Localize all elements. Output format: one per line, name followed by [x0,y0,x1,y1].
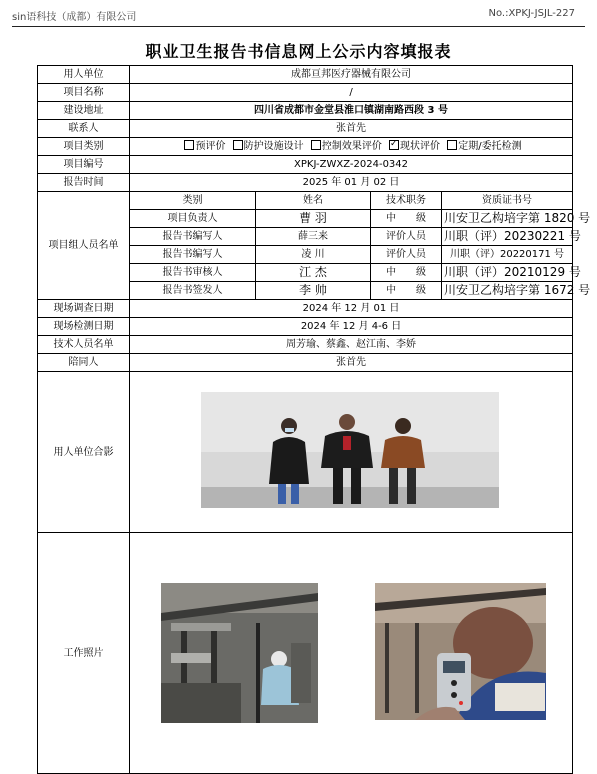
tech-value: 周芳瑜、蔡鑫、赵江南、李娇 [130,336,573,354]
team-title: 评价人员 [371,228,442,246]
contact-value: 张首先 [130,120,573,138]
category-option[interactable]: 防护设施设计 [229,141,304,152]
document-number: No.:XPKJ-JSJL-227 [488,8,575,19]
team-role: 报告书编写人 [130,246,256,264]
team-name: 凌 川 [256,246,371,264]
category-options [130,138,573,156]
project-name-label: 项目名称 [38,84,130,102]
team-header-title: 技术职务 [371,192,442,210]
team-header-cert: 资质证书号 [442,192,573,210]
team-role: 报告书审核人 [130,264,256,282]
team-cert: 川职（评）20230221 号 [442,228,573,246]
checked-checkbox-icon[interactable] [389,140,399,150]
project-no-label: 项目编号 [38,156,130,174]
group-photo [201,392,499,508]
team-label: 项目组人员名单 [38,192,130,300]
team-role: 报告书编写人 [130,228,256,246]
page-title: 职业卫生报告书信息网上公示内容填报表 [145,42,452,61]
work-photo-cell [130,533,573,774]
team-name: 江 杰 [256,264,371,282]
team-cert: 川安卫乙构培字第 1672 号 [442,282,573,300]
checkbox-icon[interactable] [184,140,194,150]
report-time-value: 2025 年 01 月 02 日 [130,174,573,192]
category-option[interactable]: ✓ 现状评价 [385,141,440,152]
report-time-label: 报告时间 [38,174,130,192]
team-cert: 川职（评）20220171 号 [442,246,573,264]
disclosure-form [37,65,591,774]
team-title: 中 级 [371,264,442,282]
category-option[interactable]: 预评价 [180,141,225,152]
team-name: 李 帅 [256,282,371,300]
address-value: 四川省成都市金堂县淮口镇湖南路西段 3 号 [130,102,573,120]
site-survey-value: 2024 年 12 月 01 日 [130,300,573,318]
site-survey-label: 现场调查日期 [38,300,130,318]
contact-label: 联系人 [38,120,130,138]
team-title: 中 级 [371,282,442,300]
tech-label: 技术人员名单 [38,336,130,354]
work-photo-label: 工作照片 [38,533,130,774]
project-no-value: XPKJ-ZWXZ-2024-0342 [130,156,573,174]
team-cert: 川职（评）20210129 号 [442,264,573,282]
category-label: 项目类别 [38,138,130,156]
category-option[interactable]: 定期/委托检测 [443,141,521,152]
work-photo-measurement [375,583,546,720]
company-header: sin语科技（成都）有限公司 [12,12,137,23]
address-label: 建设地址 [38,102,130,120]
team-name: 薛三来 [256,228,371,246]
team-cert: 川安卫乙构培字第 1820 号 [442,210,573,228]
header-divider [12,26,585,27]
site-test-value: 2024 年 12 月 4-6 日 [130,318,573,336]
checkbox-icon[interactable] [311,140,321,150]
team-role: 项目负责人 [130,210,256,228]
project-name-value: / [130,84,573,102]
escort-value: 张首先 [130,354,573,372]
site-test-label: 现场检测日期 [38,318,130,336]
escort-label: 陪同人 [38,354,130,372]
team-name: 曹 羽 [256,210,371,228]
employer-label: 用人单位 [38,66,130,84]
checkbox-icon[interactable] [447,140,457,150]
team-title: 中 级 [371,210,442,228]
work-photo-workshop [161,583,318,723]
team-header-role: 类别 [130,192,256,210]
team-role: 报告书签发人 [130,282,256,300]
checkbox-icon[interactable] [233,140,243,150]
team-title: 评价人员 [371,246,442,264]
employer-value: 成都亘邦医疗器械有限公司 [130,66,573,84]
team-header-name: 姓名 [256,192,371,210]
group-photo-label: 用人单位合影 [38,372,130,533]
category-option[interactable]: 控制效果评价 [307,141,382,152]
group-photo-cell [130,372,573,533]
